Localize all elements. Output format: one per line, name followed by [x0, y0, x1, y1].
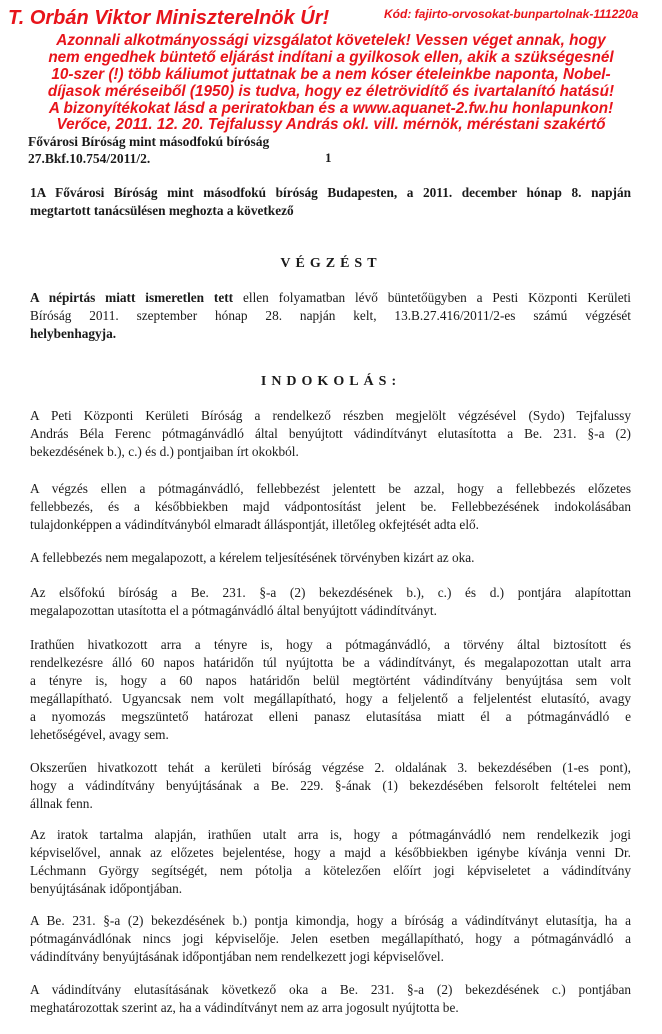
text-line: Léchmann György segítségét, nem pótolja a kötelezően előírt jogi képviseletet a vádindítvány: [30, 863, 631, 878]
overlay-line: A bizonyítékokat lásd a periratokban és a www.aquanet-2.fw.hu honlapunkon!: [48, 100, 614, 117]
text-line: a tényre is, hogy a 60 napos határidőn belül megtörtént vádindítvány benyújtása sem volt: [30, 673, 631, 688]
text-line: vádindítvány benyújtásának időpontjában nem rendelkezett jogi képviselővel.: [30, 949, 444, 964]
text-line: megállapítható. Ugyancsak nem volt megállapítható, hogy a feljelentő a feljelentést elutasító, avagy: [30, 691, 631, 706]
text-line: András Béla Ferenc pótmagánvádló által benyújtott vádindítványt elutasította a Be. 231. §-a (2): [30, 426, 631, 441]
text-line: megtartott tanácsülésen meghozta a következő: [30, 203, 294, 218]
text-line: megalapozottan utasította el a pótmagánvádló által benyújtott vádindítványt.: [30, 603, 437, 618]
text-line: [30, 289, 631, 307]
decision-text: ellen folyamatban lévő büntetőügyben a Pesti Központi Kerületi: [233, 290, 631, 305]
text-line: Irathűen hivatkozott arra a tényre is, hogy a pótmagánvádló, a törvény által biztosított és: [30, 637, 631, 652]
decision-bold-text: A népirtás miatt ismeretlen tett: [30, 290, 234, 305]
reason-paragraph-5: [30, 636, 631, 744]
text-line: Bíróság 2011. szeptember hónap 28. napján kelt, 13.B.27.416/2011/2-es számú végzését: [30, 308, 631, 323]
text-line: A Be. 231. §-a (2) bekezdésének b.) pontja kimondja, hogy a bíróság a vádindítványt elutasítja, ha a: [30, 913, 631, 928]
reason-paragraph-7: [30, 826, 631, 898]
decision-paragraph: [30, 289, 631, 343]
heading-indokolas: INDOKOLÁS:: [260, 374, 402, 389]
overlay-line: Verőce, 2011. 12. 20. Tejfalussy András okl. vill. mérnök, méréstani szakértő: [56, 116, 606, 133]
reason-paragraph-2: [30, 480, 631, 534]
text-line: tulajdonképpen a vádindítványból elmaradt álláspontját, illetőleg okfejtését adta elő.: [30, 517, 479, 532]
text-line: állnak fenn.: [30, 796, 93, 811]
text-line: Okszerűen hivatkozott tehát a kerületi bíróság végzése 2. oldalának 3. bekezdésében (1-es pont),: [30, 760, 631, 775]
text-line: Az elsőfokú bíróság a Be. 231. §-a (2) bekezdésének b.), c.) és d.) pontjára alapítottan: [30, 585, 631, 600]
page-number: 1: [325, 150, 332, 165]
heading-vegzes: VÉGZÉST: [280, 256, 382, 271]
overlay-line: nem engedhek büntető eljárást indítani a gyilkosok ellen, akik a szükségesnél: [48, 49, 614, 66]
text-line: képviselővel, annak az előzetes bejelentése, hogy a majd a későbbiekben igénybe kívánja venni Dr.: [30, 845, 631, 860]
text-line: 1A Fővárosi Bíróság mint másodfokú bíróság Budapesten, a 2011. december hónap 8. napján: [30, 185, 631, 200]
text-line: pótmagánvádlónak nincs jogi képviselője. Jelen esetben megállapítható, hogy a pótmagánvádló a: [30, 931, 631, 946]
text-line: a nyomozás megszüntető határozat elleni panasz elutasítása miatt él a pótmagánvádló e: [30, 709, 631, 724]
reason-paragraph-8: [30, 912, 631, 966]
text-line: benyújtásának időpontjában.: [30, 881, 183, 896]
text-line: meghatározottak szerint az, ha a vádindítványt nem az arra jogosult nyújtotta be.: [30, 1000, 459, 1015]
text-line: A vádindítvány elutasításának következő oka a Be. 231. §-a (2) bekezdésének c.) pontjában: [30, 982, 631, 997]
text-line: helybenhagyja.: [30, 326, 117, 341]
reason-paragraph-4: [30, 584, 631, 620]
reason-paragraph-9: [30, 981, 631, 1017]
intro-paragraph: [30, 184, 631, 220]
text-line: rendelkezésre álló 60 napos határidőn túl nyújtotta be a vádindítványt, és megalapozottan utalt arra: [30, 655, 631, 670]
reason-paragraph-3: [30, 549, 631, 567]
overlay-code: Kód: fajirto-orvosokat-bunpartolnak-111220a: [384, 7, 639, 21]
overlay-line: Azonnali alkotmányossági vizsgálatot követelek! Vessen véget annak, hogy: [56, 32, 606, 49]
text-line: bekezdésének b.), c.) és d.) pontjaiban írt okokból.: [30, 444, 299, 459]
text-line: Az iratok tartalma alapján, irathűen utalt arra is, hogy a pótmagánvádló nem rendelkezik jogi: [30, 827, 631, 842]
overlay-line: díjasok méréseiből (1950) is tudva, hogy ez életrövidítő és ivartalanító hatású!: [47, 83, 615, 100]
overlay-title: T. Orbán Viktor Miniszterelnök Úr!: [8, 7, 330, 29]
reason-paragraph-6: [30, 759, 631, 813]
text-line: hogy a vádindítvány benyújtásának a Be. 229. §-ának (1) bekezdésében felsorolt feltételei nem: [30, 778, 631, 793]
court-name: Fővárosi Bíróság mint másodfokú bíróság: [28, 134, 270, 149]
case-number: 27.Bkf.10.754/2011/2.: [28, 151, 151, 166]
reason-paragraph-1: [30, 407, 631, 461]
text-line: A Peti Központi Kerületi Bíróság a rendelkező részben megjelölt végzésével (Sydo) Tejfalussy: [30, 408, 631, 423]
text-line: lehetőségével, avagy sem.: [30, 727, 169, 742]
text-line: A végzés ellen a pótmagánvádló, fellebbezést jelentett be azzal, hogy a fellebbezés előzetes: [30, 481, 631, 496]
text-line: A fellebbezés nem megalapozott, a kérelem teljesítésének törvényben kizárt az oka.: [30, 550, 475, 565]
text-line: fellebbezés, és a későbbiekben majd vádpontosítást jelent be. Fellebbezésének indokolásában: [30, 499, 631, 514]
overlay-line: 10-szer (!) több káliumot juttatnak be a nem kóser ételeinkbe naponta, Nobel-: [51, 66, 611, 83]
